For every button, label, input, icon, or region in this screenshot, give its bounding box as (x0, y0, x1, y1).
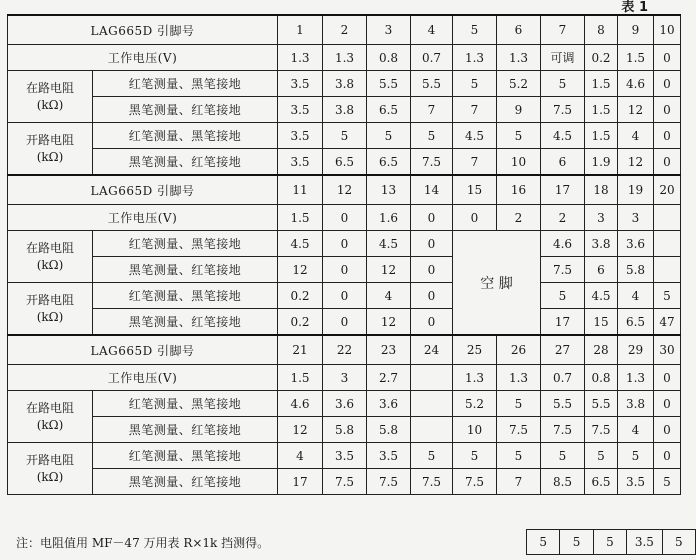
pin-number: 29 (618, 335, 654, 365)
onroad-resistance-label: 在路电阻 (kΩ) (8, 71, 93, 123)
black-probe-label: 黑笔测量、红笔接地 (93, 417, 278, 443)
resistance-value: 3.5 (278, 71, 323, 97)
pin-number: 17 (541, 175, 585, 205)
resistance-value: 5 (618, 443, 654, 469)
pin-number: 1 (278, 15, 323, 45)
voltage-value: 0 (654, 45, 681, 71)
red-probe-label: 红笔测量、黑笔接地 (93, 71, 278, 97)
voltage-value: 3 (585, 205, 618, 231)
resistance-value: 5.5 (585, 391, 618, 417)
resistance-value: 7.5 (411, 149, 453, 176)
resistance-value: 3.5 (278, 97, 323, 123)
voltage-value: 0.2 (585, 45, 618, 71)
pin-data-table (7, 14, 681, 495)
resistance-value: 12 (618, 149, 654, 176)
black-probe-label: 黑笔测量、红笔接地 (93, 149, 278, 176)
pin-number: 20 (654, 175, 681, 205)
voltage-value: 1.3 (497, 365, 541, 391)
pin-number: 13 (367, 175, 411, 205)
black-probe-label: 黑笔测量、红笔接地 (93, 469, 278, 495)
resistance-value: 5 (654, 283, 681, 309)
resistance-value: 12 (367, 257, 411, 283)
open-resistance-black-row (8, 469, 681, 495)
resistance-value (411, 417, 453, 443)
resistance-value: 7 (453, 97, 497, 123)
resistance-value: 5 (497, 443, 541, 469)
resistance-value: 5 (497, 391, 541, 417)
voltage-row (8, 45, 681, 71)
voltage-value: 0.7 (411, 45, 453, 71)
resistance-value: 0 (654, 391, 681, 417)
onroad-resistance-black-row (8, 97, 681, 123)
resistance-value: 5 (453, 443, 497, 469)
resistance-value: 0 (323, 257, 367, 283)
pin-number: 27 (541, 335, 585, 365)
pin-number: 22 (323, 335, 367, 365)
resistance-value: 5 (453, 71, 497, 97)
voltage-value: 1.3 (453, 365, 497, 391)
pin-number: 18 (585, 175, 618, 205)
resistance-value: 3.8 (323, 97, 367, 123)
open-resistance-black-row (8, 309, 681, 336)
voltage-value (654, 205, 681, 231)
resistance-value: 6.5 (585, 469, 618, 495)
pin-number: 16 (497, 175, 541, 205)
resistance-value: 5.8 (618, 257, 654, 283)
resistance-value: 4.6 (278, 391, 323, 417)
red-probe-label: 红笔测量、黑笔接地 (93, 443, 278, 469)
resistance-value: 4 (618, 283, 654, 309)
extra-value: 3.5 (627, 530, 662, 555)
resistance-value (411, 391, 453, 417)
voltage-value: 1.3 (453, 45, 497, 71)
voltage-row (8, 365, 681, 391)
red-probe-label: 红笔测量、黑笔接地 (93, 231, 278, 257)
resistance-value: 3.5 (618, 469, 654, 495)
resistance-value: 3.5 (278, 123, 323, 149)
open-resistance-red-row (8, 123, 681, 149)
pin-number: 10 (654, 15, 681, 45)
resistance-value: 3.6 (323, 391, 367, 417)
onroad-resistance-black-row (8, 417, 681, 443)
resistance-value: 4.6 (541, 231, 585, 257)
resistance-value: 6.5 (367, 97, 411, 123)
pin-number: 19 (618, 175, 654, 205)
resistance-value: 1.5 (585, 71, 618, 97)
resistance-value: 5.8 (323, 417, 367, 443)
resistance-value: 0 (411, 231, 453, 257)
resistance-value: 3.5 (323, 443, 367, 469)
open-resistance-label: 开路电阻 (kΩ) (8, 283, 93, 336)
resistance-value: 5.2 (497, 71, 541, 97)
resistance-value: 5 (585, 443, 618, 469)
resistance-value: 6 (541, 149, 585, 176)
resistance-value: 4 (618, 417, 654, 443)
extra-value: 5 (593, 530, 626, 555)
resistance-value: 15 (585, 309, 618, 336)
voltage-label: 工作电压(V) (8, 205, 278, 231)
extra-value: 5 (527, 530, 560, 555)
pin-number: 26 (497, 335, 541, 365)
voltage-label: 工作电压(V) (8, 365, 278, 391)
resistance-value: 4 (367, 283, 411, 309)
open-resistance-red-row (8, 283, 681, 309)
footnote: 注：电阻值用 MF－47 万用表 R×1k 挡测得。 (16, 536, 270, 550)
resistance-value: 3.5 (367, 443, 411, 469)
resistance-value: 3.6 (618, 231, 654, 257)
resistance-value: 10 (453, 417, 497, 443)
pin-number: 24 (411, 335, 453, 365)
resistance-value: 5 (411, 443, 453, 469)
voltage-value: 1.3 (323, 45, 367, 71)
resistance-value: 0.2 (278, 283, 323, 309)
voltage-value: 0.7 (541, 365, 585, 391)
resistance-value: 0 (654, 417, 681, 443)
pin-number: 11 (278, 175, 323, 205)
resistance-value: 1.5 (585, 97, 618, 123)
voltage-value: 2.7 (367, 365, 411, 391)
resistance-value: 7.5 (541, 417, 585, 443)
onroad-resistance-red-row (8, 71, 681, 97)
resistance-value: 12 (278, 417, 323, 443)
resistance-value: 5.5 (367, 71, 411, 97)
resistance-value: 7 (497, 469, 541, 495)
resistance-value: 0 (654, 71, 681, 97)
voltage-value: 2 (497, 205, 541, 231)
table-body (8, 15, 681, 495)
resistance-value: 7 (411, 97, 453, 123)
resistance-value (654, 231, 681, 257)
voltage-value: 1.5 (278, 365, 323, 391)
resistance-value: 0 (654, 97, 681, 123)
onroad-resistance-label: 在路电阻 (kΩ) (8, 231, 93, 283)
resistance-value: 3.8 (585, 231, 618, 257)
black-probe-label: 黑笔测量、红笔接地 (93, 97, 278, 123)
resistance-value: 5.8 (367, 417, 411, 443)
voltage-row (8, 205, 681, 231)
pin-number: 12 (323, 175, 367, 205)
resistance-value: 8.5 (541, 469, 585, 495)
resistance-value: 5 (541, 283, 585, 309)
pin-number: 14 (411, 175, 453, 205)
pin-number: 3 (367, 15, 411, 45)
resistance-value: 4.5 (453, 123, 497, 149)
pin-header-label: LAG665D 引脚号 (8, 15, 278, 45)
resistance-value: 47 (654, 309, 681, 336)
voltage-value: 1.5 (278, 205, 323, 231)
voltage-value: 1.3 (618, 365, 654, 391)
resistance-value: 5 (323, 123, 367, 149)
voltage-value: 0.8 (367, 45, 411, 71)
resistance-value: 3.6 (367, 391, 411, 417)
resistance-value: 5 (411, 123, 453, 149)
pin-number: 25 (453, 335, 497, 365)
resistance-value: 7 (453, 149, 497, 176)
voltage-value: 0 (654, 365, 681, 391)
voltage-value: 2 (541, 205, 585, 231)
pin-header-row (8, 15, 681, 45)
empty-pins-cell: 空 脚 (453, 231, 541, 336)
resistance-value: 7.5 (453, 469, 497, 495)
voltage-value: 0.8 (585, 365, 618, 391)
red-probe-label: 红笔测量、黑笔接地 (93, 283, 278, 309)
resistance-value: 9 (497, 97, 541, 123)
resistance-value: 5.5 (411, 71, 453, 97)
pin-number: 2 (323, 15, 367, 45)
voltage-label: 工作电压(V) (8, 45, 278, 71)
pin-number: 8 (585, 15, 618, 45)
resistance-value: 6.5 (323, 149, 367, 176)
pin-number: 23 (367, 335, 411, 365)
resistance-value: 4.5 (367, 231, 411, 257)
resistance-value: 6 (585, 257, 618, 283)
resistance-value: 7.5 (323, 469, 367, 495)
resistance-value: 7.5 (367, 469, 411, 495)
resistance-value: 17 (541, 309, 585, 336)
extra-value: 5 (662, 530, 695, 555)
voltage-value: 0 (411, 205, 453, 231)
red-probe-label: 红笔测量、黑笔接地 (93, 391, 278, 417)
open-resistance-red-row (8, 443, 681, 469)
resistance-value: 4.5 (585, 283, 618, 309)
resistance-value: 6.5 (618, 309, 654, 336)
resistance-value: 4.5 (541, 123, 585, 149)
pin-number: 30 (654, 335, 681, 365)
pin-number: 7 (541, 15, 585, 45)
resistance-value: 7.5 (585, 417, 618, 443)
pin-header-row (8, 335, 681, 365)
resistance-value: 7.5 (541, 97, 585, 123)
pin-number: 5 (453, 15, 497, 45)
resistance-value: 7.5 (541, 257, 585, 283)
black-probe-label: 黑笔测量、红笔接地 (93, 257, 278, 283)
resistance-value: 7.5 (497, 417, 541, 443)
pin-number: 28 (585, 335, 618, 365)
voltage-value: 可调 (541, 45, 585, 71)
red-probe-label: 红笔测量、黑笔接地 (93, 123, 278, 149)
pin-number: 6 (497, 15, 541, 45)
onroad-resistance-black-row (8, 257, 681, 283)
open-resistance-black-row (8, 149, 681, 176)
resistance-value: 0 (654, 123, 681, 149)
open-resistance-label: 开路电阻 (kΩ) (8, 443, 93, 495)
resistance-value: 4 (618, 123, 654, 149)
extra-value: 5 (560, 530, 593, 555)
resistance-value: 5.2 (453, 391, 497, 417)
resistance-value: 5 (541, 443, 585, 469)
resistance-value: 17 (278, 469, 323, 495)
resistance-value: 5 (541, 71, 585, 97)
resistance-value: 6.5 (367, 149, 411, 176)
voltage-value: 1.3 (278, 45, 323, 71)
resistance-value: 5 (497, 123, 541, 149)
resistance-value: 12 (367, 309, 411, 336)
onroad-resistance-red-row (8, 391, 681, 417)
pin-number: 4 (411, 15, 453, 45)
pin-number: 21 (278, 335, 323, 365)
pin-header-row (8, 175, 681, 205)
voltage-value: 3 (323, 365, 367, 391)
resistance-value: 12 (618, 97, 654, 123)
resistance-value: 0 (411, 283, 453, 309)
pin-number: 9 (618, 15, 654, 45)
resistance-value: 5 (367, 123, 411, 149)
voltage-value: 1.3 (497, 45, 541, 71)
onroad-resistance-red-row (8, 231, 681, 257)
pin-number: 15 (453, 175, 497, 205)
resistance-value: 0 (654, 443, 681, 469)
voltage-value: 3 (618, 205, 654, 231)
resistance-value (654, 257, 681, 283)
resistance-value: 5.5 (541, 391, 585, 417)
voltage-value: 0 (323, 205, 367, 231)
extra-value-row (526, 529, 696, 555)
resistance-value: 1.5 (585, 123, 618, 149)
resistance-value: 5 (654, 469, 681, 495)
voltage-value: 1.5 (618, 45, 654, 71)
black-probe-label: 黑笔测量、红笔接地 (93, 309, 278, 336)
resistance-value: 0 (323, 309, 367, 336)
resistance-value: 4.6 (618, 71, 654, 97)
resistance-value: 0 (411, 257, 453, 283)
resistance-value: 3.8 (618, 391, 654, 417)
resistance-value: 0 (654, 149, 681, 176)
voltage-value: 0 (453, 205, 497, 231)
voltage-value (411, 365, 453, 391)
resistance-value: 3.8 (323, 71, 367, 97)
resistance-value: 4.5 (278, 231, 323, 257)
pin-header-label: LAG665D 引脚号 (8, 335, 278, 365)
pin-header-label: LAG665D 引脚号 (8, 175, 278, 205)
voltage-value: 1.6 (367, 205, 411, 231)
resistance-value: 4 (278, 443, 323, 469)
resistance-value: 0 (323, 231, 367, 257)
open-resistance-label: 开路电阻 (kΩ) (8, 123, 93, 176)
onroad-resistance-label: 在路电阻 (kΩ) (8, 391, 93, 443)
table-caption: 表 1 (621, 0, 648, 15)
resistance-value: 10 (497, 149, 541, 176)
resistance-value: 12 (278, 257, 323, 283)
resistance-value: 0 (323, 283, 367, 309)
resistance-value: 3.5 (278, 149, 323, 176)
extra-row (527, 530, 696, 555)
resistance-value: 7.5 (411, 469, 453, 495)
resistance-value: 1.9 (585, 149, 618, 176)
resistance-value: 0.2 (278, 309, 323, 336)
resistance-value: 0 (411, 309, 453, 336)
